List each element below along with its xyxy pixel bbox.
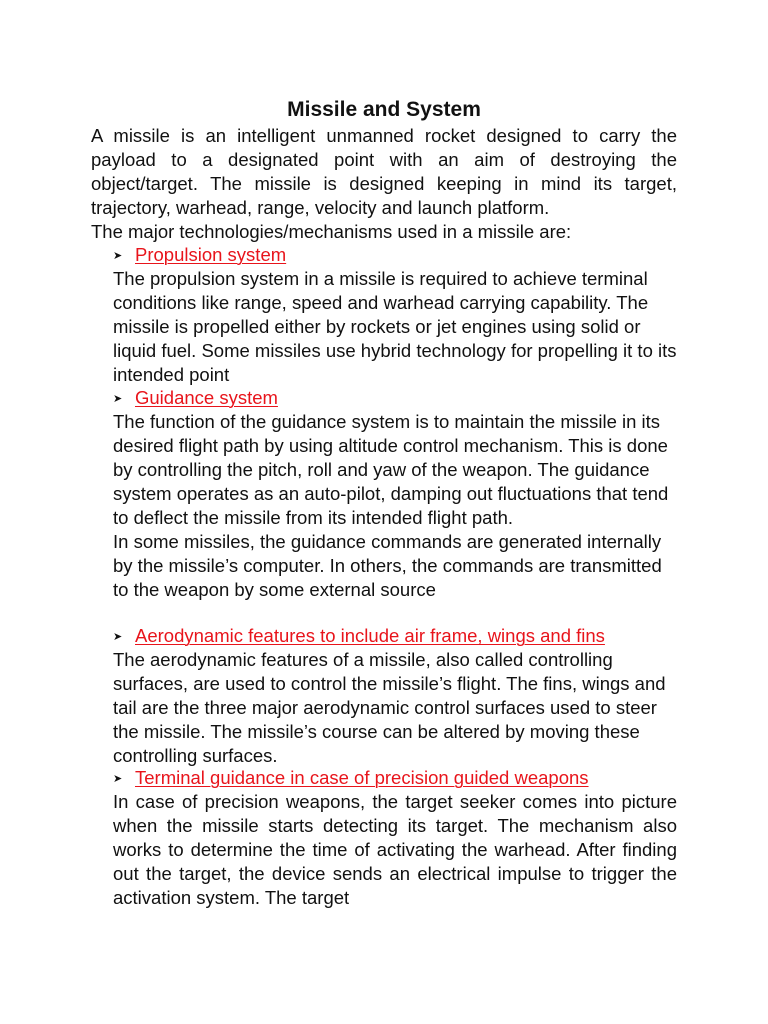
section-heading-row bbox=[113, 386, 677, 410]
section-paragraph: In some missiles, the guidance commands are generated internally by the missile’s computer. In others, the commands are transmitted to the weapon by some external source bbox=[113, 531, 662, 600]
section-heading-row bbox=[113, 624, 677, 648]
section-paragraph: In case of precision weapons, the target seeker comes into picture when the missile starts detecting its target. The mechanism also works to determine the time of activating the warhead. After finding out the target, the device sends an electrical impulse to trigger the activation system. The target bbox=[113, 791, 677, 908]
section-paragraph: The aerodynamic features of a missile, also called controlling surfaces, are used to control the missile’s flight. The fins, wings and tail are the three major aerodynamic control surfaces used to steer the missile. The missile’s course can be altered by moving these controlling surfaces. bbox=[113, 649, 666, 766]
section-guidance bbox=[113, 386, 677, 602]
section-heading-row bbox=[113, 766, 677, 790]
arrow-bullet-icon: ➤ bbox=[113, 773, 123, 785]
section-body bbox=[113, 267, 677, 387]
section-heading: Propulsion system bbox=[135, 244, 287, 265]
section-terminal-guidance bbox=[113, 766, 677, 910]
arrow-bullet-icon: ➤ bbox=[113, 250, 123, 262]
section-propulsion bbox=[113, 243, 677, 387]
section-paragraph: The function of the guidance system is to maintain the missile in its desired flight path by using altitude control mechanism. This is done by controlling the pitch, roll and yaw of the weapon. The guidance system operates as an auto-pilot, damping out fluctuations that tend to deflect the missile from its intended flight path. bbox=[113, 411, 669, 528]
section-body bbox=[113, 410, 677, 602]
arrow-bullet-icon: ➤ bbox=[113, 631, 123, 643]
intro-block bbox=[91, 124, 677, 244]
intro-lead-in: The major technologies/mechanisms used in a missile are: bbox=[91, 221, 572, 242]
document-title: Missile and System bbox=[287, 98, 481, 121]
section-heading: Guidance system bbox=[135, 387, 278, 408]
intro-paragraph: A missile is an intelligent unmanned rocket designed to carry the payload to a designated point with an aim of destroying the object/target. The missile is designed keeping in mind its target, trajectory, warhead, range, velocity and launch platform. bbox=[91, 125, 677, 218]
section-heading-row bbox=[113, 243, 677, 267]
section-heading: Aerodynamic features to include air frame, wings and fins bbox=[135, 625, 605, 646]
section-paragraph: The propulsion system in a missile is required to achieve terminal conditions like range, speed and warhead carrying capability. The missile is propelled either by rockets or jet engines using solid or liquid fuel. Some missiles use hybrid technology for propelling it to its intended point bbox=[113, 268, 677, 385]
section-body bbox=[113, 648, 677, 768]
arrow-bullet-icon: ➤ bbox=[113, 393, 123, 405]
section-heading: Terminal guidance in case of precision guided weapons bbox=[135, 767, 589, 788]
section-body bbox=[113, 790, 677, 910]
section-aerodynamic bbox=[113, 624, 677, 768]
